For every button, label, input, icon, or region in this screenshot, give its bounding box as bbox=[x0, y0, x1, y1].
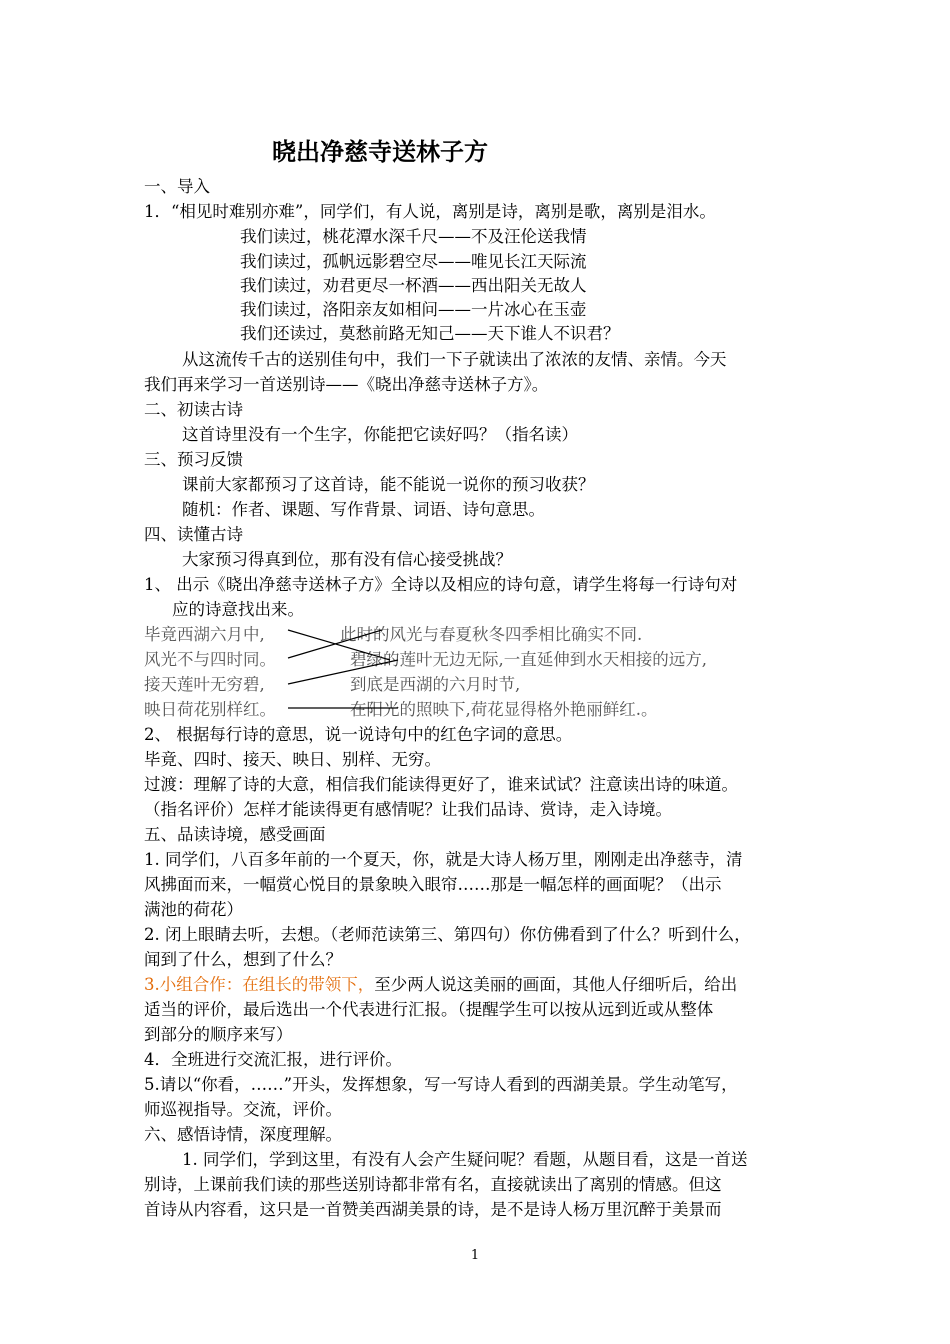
quote-line: 我们还读过，莫愁前路无知己——天下谁人不识君？ bbox=[240, 324, 620, 343]
paragraph-line: 过渡：理解了诗的大意，相信我们能读得更好了，谁来试试？注意读出诗的味道。 bbox=[144, 775, 738, 794]
section-heading: 一、导入 bbox=[144, 177, 210, 196]
paragraph-line: 4．全班进行交流汇报，进行评价。 bbox=[144, 1050, 402, 1069]
paragraph-line: 2. 闭上眼睛去听，去想。（老师范读第三、第四句）你仿佛看到了什么？听到什么， bbox=[144, 925, 751, 944]
paragraph-line: 1．“相见时难别亦难”，同学们，有人说，离别是诗，离别是歌，离别是泪水。 bbox=[144, 202, 716, 221]
meaning-line: 在阳光的照映下,荷花显得格外艳丽鲜红.。 bbox=[350, 700, 658, 719]
paragraph-line: 毕竟、四时、接天、映日、别样、无穷。 bbox=[144, 750, 441, 769]
paragraph-line: 风拂面而来，一幅赏心悦目的景象映入眼帘……那是一幅怎样的画面呢？（出示 bbox=[144, 875, 722, 894]
paragraph-line: 首诗从内容看，这只是一首赞美西湖美景的诗，是不是诗人杨万里沉醉于美景而 bbox=[144, 1200, 722, 1219]
paragraph-line: 2、 根据每行诗的意思，说一说诗句中的红色字词的意思。 bbox=[144, 725, 573, 744]
match-line bbox=[288, 630, 390, 660]
item-number: 3. bbox=[144, 975, 160, 994]
meaning-line: 碧绿的莲叶无边无际,一直延伸到水天相接的远方, bbox=[350, 650, 707, 669]
paragraph-line: 别诗，上课前我们读的那些送别诗都非常有名，直接就读出了离别的情感。但这 bbox=[144, 1175, 722, 1194]
section-heading: 六、感悟诗情，深度理解。 bbox=[144, 1125, 342, 1144]
section-heading: 五、品读诗境，感受画面 bbox=[144, 825, 326, 844]
paragraph-line: 闻到了什么，想到了什么？ bbox=[144, 950, 342, 969]
text-segment: 至少两人说这美丽的画面，其他人仔细听后，给出 bbox=[374, 975, 738, 994]
paragraph-line: 应的诗意找出来。 bbox=[172, 600, 304, 619]
paragraph-line: 从这流传千古的送别佳句中，我们一下子就读出了浓浓的友情、亲情。今天 bbox=[182, 350, 727, 369]
match-line bbox=[288, 660, 398, 684]
paragraph-line: 5.请以“你看，……”开头，发挥想象，写一写诗人看到的西湖美景。学生动笔写， bbox=[144, 1075, 738, 1094]
poem-line: 接天莲叶无穷碧, bbox=[144, 675, 265, 694]
paragraph-line: 大家预习得真到位，那有没有信心接受挑战？ bbox=[182, 550, 512, 569]
paragraph-line bbox=[144, 973, 737, 997]
paragraph-line: 课前大家都预习了这首诗，能不能说一说你的预习收获？ bbox=[182, 475, 595, 494]
poem-line: 风光不与四时同。 bbox=[144, 650, 276, 669]
meaning-line: 此时的风光与春夏秋冬四季相比确实不同. bbox=[340, 625, 643, 644]
paragraph-line: 1. 同学们，学到这里，有没有人会产生疑问呢？看题，从题目看，这是一首送 bbox=[182, 1150, 748, 1169]
section-heading: 四、读懂古诗 bbox=[144, 525, 243, 544]
page-number: 1 bbox=[470, 1248, 480, 1263]
paragraph-line: 师巡视指导。交流，评价。 bbox=[144, 1100, 342, 1119]
paragraph-line: 我们再来学习一首送别诗——《晓出净慈寺送林子方》。 bbox=[144, 375, 549, 394]
paragraph-line: 适当的评价，最后选出一个代表进行汇报。（提醒学生可以按从远到近或从整体 bbox=[144, 1000, 714, 1019]
poem-line: 映日荷花别样红。 bbox=[144, 700, 276, 719]
paragraph-line: 这首诗里没有一个生字，你能把它读好吗？（指名读） bbox=[182, 425, 578, 444]
quote-line: 我们读过，桃花潭水深千尺——不及汪伦送我情 bbox=[240, 227, 587, 246]
page-title: 晓出净慈寺送林子方 bbox=[272, 138, 488, 166]
paragraph-line: （指名评价）怎样才能读得更有感情呢？让我们品诗、赏诗，走入诗境。 bbox=[144, 800, 672, 819]
paragraph-line: 到部分的顺序来写） bbox=[144, 1025, 293, 1044]
quote-line: 我们读过，劝君更尽一杯酒——西出阳关无故人 bbox=[240, 276, 587, 295]
section-heading: 三、预习反馈 bbox=[144, 450, 243, 469]
quote-line: 我们读过，孤帆远影碧空尽——唯见长江天际流 bbox=[240, 252, 587, 271]
section-heading: 二、初读古诗 bbox=[144, 400, 243, 419]
paragraph-line: 1. 同学们，八百多年前的一个夏天，你，就是大诗人杨万里，刚刚走出净慈寺，清 bbox=[144, 850, 743, 869]
poem-line: 毕竟西湖六月中, bbox=[144, 625, 265, 644]
highlighted-text: 小组合作：在组长的带领下， bbox=[159, 975, 375, 994]
paragraph-line: 1、 出示《晓出净慈寺送林子方》全诗以及相应的诗句意，请学生将每一行诗句对 bbox=[144, 575, 738, 594]
paragraph-line: 满池的荷花） bbox=[144, 900, 243, 919]
quote-line: 我们读过，洛阳亲友如相问——一片冰心在玉壶 bbox=[240, 300, 587, 319]
paragraph-line: 随机：作者、课题、写作背景、词语、诗句意思。 bbox=[182, 500, 545, 519]
meaning-line: 到底是西湖的六月时节, bbox=[350, 675, 521, 694]
